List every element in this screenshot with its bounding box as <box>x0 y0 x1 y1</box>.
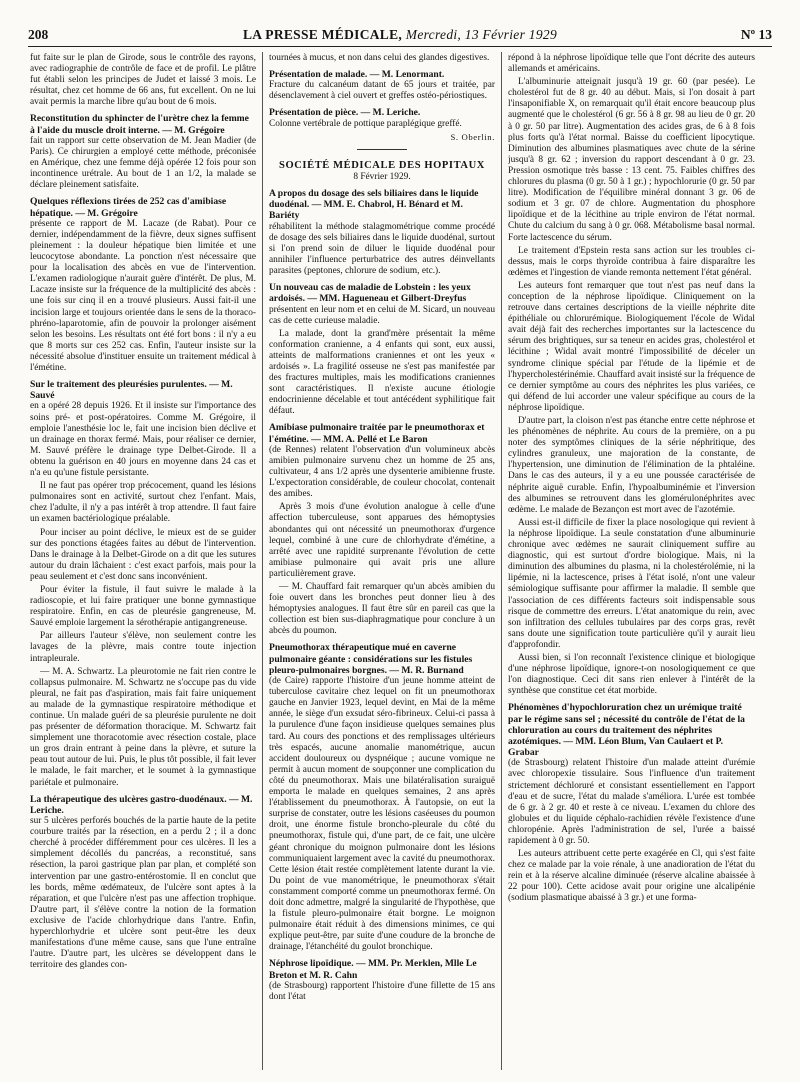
column-1 <box>30 53 256 1072</box>
article-heading: Pneumothorax thérapeutique mué en caverne pulmonaire géante : considérations sur les fistules pleuro-pulmonaires borgnes. — M. R. Burnand <box>269 642 473 676</box>
column-3 <box>508 53 755 1072</box>
article-heading: A propos du dosage des sels biliaires dans le liquide duodénal. — MM. E. Chabrol, H. Bénard et M. Bariéty <box>269 188 479 222</box>
paragraph: Le traitement d'Epstein resta sans action sur les troubles ci-dessus, mais le corps thyroïde contribua à faire disparaître les œdèmes et l'ingestion de viande remonta nettement l'état général. <box>508 245 755 278</box>
page-number: 208 <box>28 27 49 42</box>
issue-number: Nº 13 <box>740 27 772 42</box>
article-heading: La thérapeutique des ulcères gastro-duodénaux. — M. Leriche. <box>30 793 253 816</box>
paragraph: Par ailleurs l'auteur s'élève, non seulement contre les lavages de la plèvre, mais contre toute injection intrapleurale. <box>30 631 256 664</box>
paragraph: (de Strasbourg) relatent l'histoire d'un malade atteint d'urémie avec chloropexie tissulaire. Sous l'influence d'un traitement strictement déchloruré et consistant essentiellement en l'apport d'eau et de sucre, l'état du malade s'améliora. L'urée est tombée de 6 gr. à 2 gr. 40 et reste à ce niveau. L'examen du chlore des globules et du liquide céphalo-rachidien révèle l'existence d'une chloropénie. Après l'administration de sel, l'urée a baissé rapidement à 0 gr. 50. <box>508 758 755 847</box>
paragraph: Les auteurs font remarquer que tout n'est pas neuf dans la conception de la néphrose lipoïdique. Cliniquement on la retrouve dans certaines descriptions de la vieille néphrite dite épithéliale ou chlorurémique. Biologiquement l'école de Widal avait déjà fait des recherches importantes sur la lactescence du sérum des brightiques, sur sa teneur en acides gras, cholestérol et lécithine ; Widal avait montré l'impossibilité de déceler un syndrome clinique spécial par l'étude de la lipémie et de l'hypercholestérinémie. Chauffard avait insisté sur la fréquence de ce dernier symptôme au cours des néphrites les plus variées, ce qui défend de lui accorder une valeur spécifique au cours de la néphrose lipoïdique. <box>508 280 755 413</box>
paragraph: D'autre part, la cloison n'est pas étanche entre cette néphrose et les phénomènes de néphrite. Au cours de la première, on a pu noter des symptômes cliniques de la série néphritique, des cylindres granuleux, une majoration de la constante, de l'hypertension, une diminution de l'élimination de la phtaléine. Dans le cas des auteurs, il y a eu une poussée caractérisée de néphrite aiguë curable. Enfin, l'hypoalbuminémie et l'inversion des albumines se retrouvent dans les glomérulonéphrites avec œdème. Le malade de Bezançon est mort avec de l'azotémie. <box>508 416 755 515</box>
header-rule <box>28 46 772 47</box>
column-divider <box>262 52 263 1070</box>
journal-name: LA PRESSE MÉDICALE, <box>242 27 403 42</box>
paragraph: sur 5 ulcères perforés bouchés de la partie haute de la petite courbure traités par la résection, en a perdu 2 ; il a donc cherché à procéder différemment pour ces ulcères. Il les a simplement décollés du pancréas, a reconstitué, sans résection, la paroi gastrique plan par plan, et complété son intervention par une gastro-entérostomie. Il en conclut que les bords, même œdémateux, de l'ulcère sont aptes à la réparation, et que l'ulcère n'est pas une affection trophique. D'autre part, il s'élève contre la notion de la formation exclusive de l'acide chlorhydrique dans l'antre. Enfin, hyperchlorhydrie et ulcère sont peut-être les deux manifestations d'une même cause, sans que l'une entraîne l'autre. D'autre part, les ulcères se développent dans le territoire des glandes con- <box>30 816 256 971</box>
section-rule <box>357 149 407 150</box>
paragraph: présentent en leur nom et en celui de M. Sicard, un nouveau cas de cette curieuse maladie. <box>269 304 495 326</box>
article-heading: Phénomènes d'hypochloruration chez un urémique traité par le régime sans sel ; nécessité du contrôle de l'état de la chloruration au cours du traitement des néphrites azotémiques. — MM. Léon Blum, Van Caulaert et P. Grabar <box>508 702 745 759</box>
paragraph: Il ne faut pas opérer trop précocement, quand les lésions pulmonaires sont en activité, surtout chez l'enfant. Mais, chez l'adulte, il n'y a pas intérêt à trop attendre. Il faut faire un examen bactériologique préalable. <box>30 481 256 525</box>
author-signature: S. Oberlin. <box>450 131 495 142</box>
paragraph: — M. A. Schwartz. La pleurotomie ne fait rien contre le collapsus pulmonaire. M. Schwartz ne s'occupe pas du vide pleural, ne fait pas d'aspiration, mais fait faire uniquement au malade de la gymnastique respiratoire méthodique et continue. Un malade guéri de sa pleurésie purulente ne doit pas présenter de déformation thoracique. M. Schwartz fait simplement une thoracotomie avec résection costale, place un gros drain entrant à peine dans la plèvre, et suture la peau tout autour de lui. Puis, le plus tôt possible, il fait lever le malade, le fait marcher, et le soumet à la gymnastique pariétale et pulmonaire. <box>30 666 256 788</box>
article-heading: Néphrose lipoïdique. — MM. Pr. Merklen, Mlle Le Breton et M. R. Cahn <box>269 958 477 981</box>
article-heading: Présentation de malade. — M. Lenormant. <box>269 69 445 81</box>
paragraph: — M. Chauffard fait remarquer qu'un abcès amibien du foie ouvert dans les bronches peut donner lieu à des hémoptysies analogues. Il faut être sûr en pareil cas que la collection est bien sus-diaphragmatique pour conclure à un abcès du poumon. <box>269 582 495 637</box>
paragraph: Colonne vertébrale de pottique paraplégique greffé. <box>269 118 462 129</box>
paragraph: Après 3 mois d'une évolution analogue à celle d'une affection tuberculeuse, sont apparues des hémoptysies abondantes qui ont nécessité un pneumothorax d'urgence lequel, combiné à une cure de chlorhydrate d'émétine, a arrêté avec une rapidité surprenante l'évolution de cette amibiase pulmonaire qui avait pris une allure particulièrement grave. <box>269 502 495 579</box>
article-heading: Reconstitution du sphincter de l'urètre chez la femme à l'aide du muscle droit interne. — M. Grégoire <box>30 113 249 136</box>
paragraph: L'albuminurie atteignait jusqu'à 19 gr. 60 (par pesée). Le cholestérol fut de 8 gr. 40 au début. Mais, si l'on dosait à part l'insaponifiable X, on remarquait qu'il était encore beaucoup plus augmenté que le cholestérol (6 gr. 56 à 8 gr. 98 au lieu de 0 gr. 20 à 0 gr. 50 par litre). Augmentation des acides gras, de 6 à 8 fois plus forts qu'à l'état normal. Baisse du coefficient lipocytique. Diminution des albumines plasmatiques avec chute de la sérine jusqu'à 8 gr. 62 ; inversion du rapport descendant à 0 gr. 23. Pression osmotique très basse : 13 cent. 75. Faibles chiffres des chlorures du plasma (0 gr. 50 à 1 gr.) ; hypochlorurie (0 gr. 50 par litre). Modification de l'équilibre minéral donnant 3 gr. 06 de sodium et 3 gr. 07 de chlore. Augmentation du phosphore lipoïdique et de la lécithine au triple environ de l'état normal. Chute du calcium du sang à 0 gr. 068. Métabolisme basal normal. Forte lactescence du sérum. <box>508 77 755 243</box>
paragraph: tournées à mucus, et non dans celui des glandes digestives. <box>269 53 490 63</box>
paragraph: (de Strasbourg) rapportent l'histoire d'une fillette de 15 ans dont l'état <box>269 980 495 1002</box>
session-date: 8 Février 1929. <box>353 171 411 182</box>
article-heading: Présentation de pièce. — M. Leriche. <box>269 107 421 119</box>
paragraph: présente ce rapport de M. Lacaze (de Rabat). Pour ce dernier, indépendamment de la fièvre, deux signes suffisent pleinement : la douleur hépatique bien limitée et une leucocytose abondante. La ponction n'est nécessaire que pour la localisation des abcès en vue de l'intervention. L'examen radiologique n'aurait guère d'intérêt. De plus, M. Lacaze insiste sur la fréquence de la multiplicité des abcès : une fois sur cinq il en a trouvé plusieurs. Aussi fait-il une incision large et toujours orientée dans le sens de la thoraco-phréno-laparotomie, afin de pouvoir la prolonger aisément selon les besoins. Les résultats ont été fort bons : il n'y a eu que 8 morts sur ces 252 cas. Enfin, l'auteur insiste sur la nécessité absolue d'instituer ensuite un traitement médical à l'émétine. <box>30 218 256 373</box>
article-heading: Quelques réflexions tirées de 252 cas d'amibiase hépatique. — M. Grégoire <box>30 196 227 219</box>
paragraph: en a opéré 28 depuis 1926. Et il insiste sur l'importance des soins pré- et post-opératoires. Comme M. Grégoire, il emploie l'anesthésie loc le, fait une incision bien déclive et un drainage en thorax fermé. Mais, pour réaliser ce dernier, M. Sauvé préfère le drainage type Delbet-Girode. Il a obtenu la guérison en 40 jours en moyenne dans 24 cas et n'a eu qu'une fistule persistante. <box>30 401 256 479</box>
page-header <box>28 27 772 47</box>
article-heading: Un nouveau cas de maladie de Lobstein : les yeux ardoisés. — MM. Hagueneau et Gilbert-Dreyfus <box>269 282 471 305</box>
paragraph: (de Caire) rapporte l'histoire d'un jeune homme atteint de tuberculose cavitaire chez lequel on fit un pneumothorax gauche en Janvier 1923, lequel devint, en Mai de la même année, le siège d'un exsudat séro-fibrineux. Celui-ci passa à la purulence d'une façon insidieuse quelques semaines plus tard. Au cours des ponctions et des remplissages ultérieurs très espacés, aucune anomalie manométrique, aucun accident douloureux ou dyspnéique ; aucune vomique ne permit à aucun moment de soupçonner une complication du côté du pneumothorax. Mais une bilatéralisation suraiguë emporta le malade en quelques semaines, 2 ans après l'établissement du pneumothorax. À l'autopsie, on eut la surprise de constater, outre les lésions caséeuses du poumon droit, une énorme fistule broncho-pleurale du côté du pneumothorax, fistule qui, d'une part, de ce fait, une ulcère géant chronique du moignon pulmonaire dont les lésions communiquaient largement avec la cavité du pneumothorax. Cette lésion était restée complètement latente durant la vie. Du point de vue manométrique, le pneumothorax s'était constamment comporté comme un pneumothorax fermé. On doit donc admettre, malgré la singularité de l'hypothèse, que la fistule pleuro-pulmonaire était borgne. Le moignon pulmonaire était réduit à des dimensions minimes, ce qui explique peut-être, par suite d'une coudure de la bronche de drainage, l'étanchéité du goulot bronchique. <box>269 676 495 953</box>
paragraph: Pour éviter la fistule, il faut suivre le malade à la radioscopie, et lui faire pratiquer une bonne gymnastique respiratoire. Enfin, en cas de pleurésie gangreneuse, M. Sauvé emploie largement la sérothérapie antigangreneuse. <box>30 584 256 629</box>
paragraph: Pour inciser au point déclive, le mieux est de se guider sur des ponctions étagées faites au début de l'intervention. Dans le drainage à la Delbet-Girode on a dit que les sutures autour du drain lâchaient : c'est exact parfois, mais pour la peau seulement et c'est donc sans inconvénient. <box>30 527 256 582</box>
paragraph: La malade, dont la grand'mère présentait la même conformation cranienne, a 4 enfants qui sont, eux aussi, atteints de malformations craniennes et ont les yeux « ardoisés ». La fragilité osseuse ne s'est pas manifestée par des fractures multiples, mais les modifications craniennes sont caractéristiques. Il n'existe aucune étiologie endocrinienne décelable et tout antécédent syphilitique fait défaut. <box>269 328 495 417</box>
journal-title <box>28 27 772 43</box>
article-heading: Amibiase pulmonaire traitée par le pneumothorax et l'émétine. — MM. A. Pellé et Le Baron <box>269 422 485 445</box>
paragraph: Aussi bien, si l'on reconnaît l'existence clinique et biologique d'une néphrose lipoïdique, ignore-t-on nosologiquement ce que l'on diagnostique. Ceci dit sans rien enlever à l'intérêt de la synthèse que constitue cet état morbide. <box>508 652 755 697</box>
paragraph: Fracture du calcanéum datant de 65 jours et traitée, par désenclavement à ciel ouvert et greffes ostéo-périostiques. <box>269 80 495 102</box>
paragraph: fait un rapport sur cette observation de M. Jean Madier (de Paris). Ce chirurgien a employé cette méthode, préconisée en Amérique, chez une femme déjà opérée 12 fois pour son incontinence urétrale. Au bout de 1 an 1/2, la malade se déclare pleinement satisfaite. <box>30 135 256 191</box>
column-2 <box>269 53 495 1072</box>
paragraph: fut faite sur le plan de Girode, sous le contrôle des rayons, avec radiographie de contrôle de face et de profil. Le plâtre fut établi selon les principes de Judet et laissé 3 mois. Le résultat, chez cet homme de 66 ans, fut excellent. On ne lui avait permis la marche libre qu'au bout de 6 mois. <box>30 53 256 108</box>
paragraph: (de Rennes) relatent l'observation d'un volumineux abcès amibien pulmonaire survenu chez un homme de 25 ans, cultivateur, 4 ans 1/2 après une dysenterie amibienne fruste. L'expectoration considérable, de couleur chocolat, contenait des amibes. <box>269 444 495 500</box>
column-divider <box>501 52 502 1070</box>
issue-date: Mercredi, 13 Février 1929 <box>405 27 558 42</box>
paragraph: Les auteurs attribuent cette perte exagérée en Cl, qui s'est faite chez ce malade par la voie rénale, à une anadioration de l'état du rein et à la réserve alcaline diminuée (réserve alcaline abaissée à 22 pour 100). Cette acidose avait pour origine une alcalipénie (sodium plasmatique abaissé à 3 gr.) et une forma- <box>508 849 755 904</box>
article-heading: Sur le traitement des pleurésies purulentes. — M. Sauvé <box>30 379 233 402</box>
paragraph: réhabilitent la méthode stalagmométrique comme procédé de dosage des sels biliaires dans le liquide duodénal, surtout si l'on prend soin de diluer le liquide duodénal pour annihiler l'influence perturbatrice des autres déinvellants parasites (peptones, chlorure de sodium, etc.). <box>269 221 495 277</box>
society-title: SOCIÉTÉ MÉDICALE DES HOPITAUX <box>279 159 485 171</box>
paragraph: Aussi est-il difficile de fixer la place nosologique qui revient à la néphrose lipoïdique. La seule constatation d'une albuminurie chronique avec œdèmes ne saurait cliniquement suffire au diagnostic, qui est surtout d'ordre biologique. Mais, ni la diminution des albumines du plasma, ni la cholestérolémie, ni la lipémie, ni la lactescence, prises à l'état isolé, n'ont une valeur sémiologique suffisante pour affirmer la maladie. Il semble que l'association de ces différents facteurs soit indispensable sous risque de commettre des erreurs. L'état anatomique du rein, avec son infiltration des cellules tubulaires par des corps gras, revêt sans doute une signification toute particulière qu'il y aurait lieu d'approfondir. <box>508 517 755 650</box>
paragraph: répond à la néphrose lipoïdique telle que l'ont décrite des auteurs allemands et américains. <box>508 53 755 75</box>
